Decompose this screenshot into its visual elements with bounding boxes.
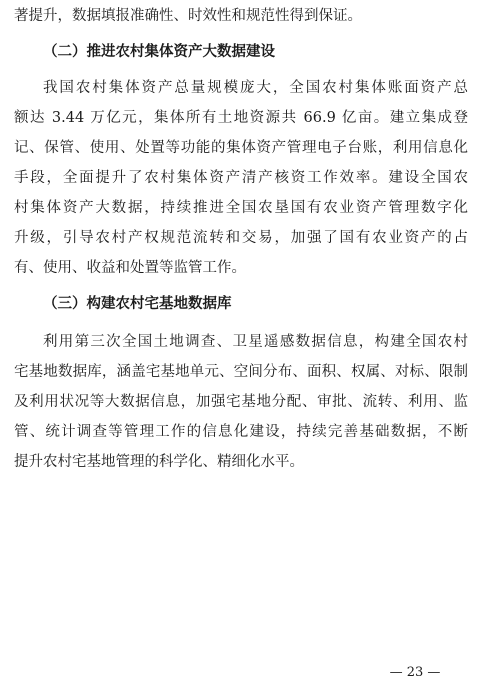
paragraph-line: 我国农村集体资产总量规模庞大，全国农村集体账面资产总	[43, 80, 468, 96]
section-heading: （三）构建农村宅基地数据库	[43, 296, 232, 312]
paragraph-line: 利用第三次全国土地调查、卫星遥感数据信息，构建全国农村	[43, 334, 468, 350]
paragraph-line: 管、统计调查等管理工作的信息化建设，持续完善基础数据，不断	[14, 424, 468, 440]
paragraph-line: 著提升，数据填报准确性、时效性和规范性得到保证。	[14, 8, 362, 24]
paragraph-line: 额达 3.44 万亿元，集体所有土地资源共 66.9 亿亩。建立集成登	[14, 110, 468, 126]
paragraph-line: 手段，全面提升了农村集体资产清产核资工作效率。建设全国农	[14, 170, 468, 186]
paragraph-line: 提升农村宅基地管理的科学化、精细化水平。	[14, 454, 304, 470]
paragraph-line: 有、使用、收益和处置等监管工作。	[14, 260, 246, 276]
paragraph-line: 及利用状况等大数据信息，加强宅基地分配、审批、流转、利用、监	[14, 394, 468, 410]
page-number: — 23 —	[389, 665, 441, 680]
paragraph-line: 记、保管、使用、处置等功能的集体资产管理电子台账，利用信息化	[14, 140, 468, 156]
paragraph-line: 宅基地数据库，涵盖宅基地单元、空间分布、面积、权属、对标、限制	[14, 364, 468, 380]
paragraph-line: 村集体资产大数据，持续推进全国农垦国有农业资产管理数字化	[14, 200, 468, 216]
paragraph-line: 升级，引导农村产权规范流转和交易，加强了国有农业资产的占	[14, 230, 468, 246]
section-heading: （二）推进农村集体资产大数据建设	[43, 44, 275, 60]
